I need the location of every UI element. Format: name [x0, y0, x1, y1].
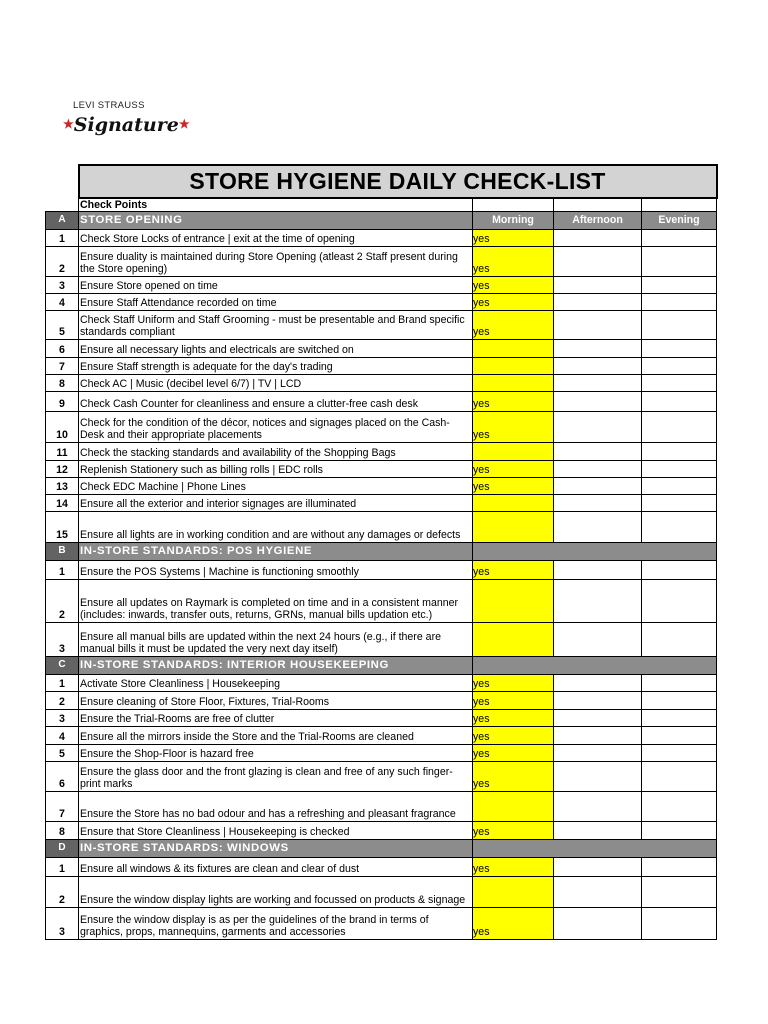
logo-brand-text: LEVI STRAUSS: [73, 100, 145, 111]
item-number: 1: [46, 561, 79, 580]
item-number: 3: [46, 277, 79, 294]
check-point-text: Check Cash Counter for cleanliness and ensure a clutter-free cash desk: [79, 392, 473, 412]
checklist-row: [46, 340, 717, 358]
check-point-text: Ensure the POS Systems | Machine is functioning smoothly: [79, 561, 473, 580]
check-point-text: Ensure all updates on Raymark is completed on time and in a consistent manner (includes: inwards, transfer outs, returns, GRNs, manual bills updation etc.): [79, 580, 473, 623]
item-number: 8: [46, 822, 79, 840]
morning-status-cell[interactable]: yes: [473, 412, 554, 443]
afternoon-status-cell[interactable]: [554, 443, 642, 461]
check-point-text: Check EDC Machine | Phone Lines: [79, 478, 473, 495]
evening-status-cell[interactable]: [642, 375, 717, 392]
evening-status-cell[interactable]: [642, 294, 717, 311]
morning-status-cell[interactable]: yes: [473, 461, 554, 478]
checklist-row: [46, 792, 717, 822]
morning-status-cell[interactable]: yes: [473, 392, 554, 412]
evening-status-cell[interactable]: [642, 358, 717, 375]
evening-status-cell[interactable]: [642, 478, 717, 495]
item-number: 7: [46, 792, 79, 822]
item-number: 6: [46, 762, 79, 792]
checklist-row: [46, 561, 717, 580]
item-number: 4: [46, 294, 79, 311]
section-header-row: [46, 840, 717, 858]
morning-status-cell[interactable]: [473, 443, 554, 461]
checklist-row: [46, 311, 717, 340]
afternoon-status-cell[interactable]: [554, 745, 642, 762]
item-number: 7: [46, 358, 79, 375]
morning-status-cell[interactable]: yes: [473, 822, 554, 840]
checklist-row: [46, 580, 717, 623]
morning-status-cell[interactable]: yes: [473, 710, 554, 727]
checklist-row: [46, 858, 717, 877]
evening-status-cell[interactable]: [642, 692, 717, 710]
logo-signature-text: Signature: [73, 114, 179, 136]
check-point-text: Check for the condition of the décor, notices and signages placed on the Cash-Desk and their appropriate placements: [79, 412, 473, 443]
evening-status-cell[interactable]: [642, 443, 717, 461]
morning-status-cell[interactable]: [473, 512, 554, 543]
afternoon-status-cell[interactable]: [554, 692, 642, 710]
checklist-row: [46, 247, 717, 277]
item-number: 2: [46, 247, 79, 277]
evening-status-cell[interactable]: [642, 858, 717, 877]
evening-status-cell[interactable]: [642, 495, 717, 512]
check-point-text: Ensure all windows & its fixtures are clean and clear of dust: [79, 858, 473, 877]
checklist-table: [45, 164, 718, 940]
afternoon-status-cell[interactable]: [554, 358, 642, 375]
morning-status-cell[interactable]: [473, 495, 554, 512]
checklist-row: [46, 375, 717, 392]
afternoon-status-cell[interactable]: [554, 877, 642, 908]
checklist-row: [46, 230, 717, 247]
evening-status-cell[interactable]: [642, 727, 717, 745]
check-point-text: Check AC | Music (decibel level 6/7) | TV | LCD: [79, 375, 473, 392]
section-letter: C: [46, 657, 79, 675]
checklist-row: [46, 822, 717, 840]
afternoon-status-cell[interactable]: [554, 762, 642, 792]
item-number: 1: [46, 858, 79, 877]
section-header-row: [46, 543, 717, 561]
morning-status-cell[interactable]: [473, 375, 554, 392]
check-point-text: Replenish Stationery such as billing rolls | EDC rolls: [79, 461, 473, 478]
item-number: 8: [46, 375, 79, 392]
item-number: 5: [46, 311, 79, 340]
morning-status-cell[interactable]: yes: [473, 675, 554, 692]
section-letter: A: [46, 212, 79, 230]
checklist-row: [46, 745, 717, 762]
afternoon-status-cell[interactable]: [554, 375, 642, 392]
checklist-row: [46, 623, 717, 657]
check-point-text: Ensure that Store Cleanliness | Housekeeping is checked: [79, 822, 473, 840]
check-point-text: Ensure all the exterior and interior signages are illuminated: [79, 495, 473, 512]
afternoon-status-cell[interactable]: [554, 727, 642, 745]
afternoon-status-cell[interactable]: [554, 495, 642, 512]
morning-status-cell[interactable]: [473, 358, 554, 375]
afternoon-status-cell[interactable]: [554, 392, 642, 412]
evening-status-cell[interactable]: [642, 762, 717, 792]
item-number: 5: [46, 745, 79, 762]
column-header-evening: Evening: [642, 212, 717, 230]
morning-status-cell[interactable]: [473, 792, 554, 822]
afternoon-status-cell[interactable]: [554, 461, 642, 478]
evening-status-cell[interactable]: [642, 230, 717, 247]
morning-status-cell[interactable]: yes: [473, 311, 554, 340]
check-point-text: Ensure cleaning of Store Floor, Fixtures, Trial-Rooms: [79, 692, 473, 710]
title-row: [46, 165, 717, 198]
section-title: IN-STORE STANDARDS: WINDOWS: [79, 840, 473, 858]
evening-status-cell[interactable]: [642, 675, 717, 692]
morning-status-cell[interactable]: yes: [473, 908, 554, 940]
morning-status-cell[interactable]: yes: [473, 247, 554, 277]
section-title: IN-STORE STANDARDS: POS HYGIENE: [79, 543, 473, 561]
item-number: 6: [46, 340, 79, 358]
checklist-row: [46, 277, 717, 294]
morning-status-cell[interactable]: [473, 340, 554, 358]
item-number: 3: [46, 908, 79, 940]
morning-status-cell[interactable]: [473, 580, 554, 623]
morning-status-cell[interactable]: yes: [473, 277, 554, 294]
afternoon-status-cell[interactable]: [554, 675, 642, 692]
morning-status-cell[interactable]: yes: [473, 230, 554, 247]
evening-status-cell[interactable]: [642, 710, 717, 727]
afternoon-status-cell[interactable]: [554, 623, 642, 657]
morning-status-cell[interactable]: yes: [473, 762, 554, 792]
check-point-text: Ensure all manual bills are updated within the next 24 hours (e.g., if there are manual bills it must be updated the very next day itself): [79, 623, 473, 657]
column-header-morning: Morning: [473, 212, 554, 230]
check-point-text: Check the stacking standards and availability of the Shopping Bags: [79, 443, 473, 461]
section-header-row: [46, 657, 717, 675]
checklist-row: [46, 478, 717, 495]
afternoon-status-cell[interactable]: [554, 277, 642, 294]
morning-status-cell[interactable]: yes: [473, 727, 554, 745]
item-number: 11: [46, 443, 79, 461]
checklist-row: [46, 461, 717, 478]
check-point-text: Ensure the Shop-Floor is hazard free: [79, 745, 473, 762]
page-title: STORE HYGIENE DAILY CHECK-LIST: [79, 165, 717, 198]
checklist-row: [46, 294, 717, 311]
check-points-row: [46, 198, 717, 212]
check-point-text: Ensure the Trial-Rooms are free of clutter: [79, 710, 473, 727]
evening-status-cell[interactable]: [642, 340, 717, 358]
check-point-text: Check Store Locks of entrance | exit at the time of opening: [79, 230, 473, 247]
check-point-text: Ensure all the mirrors inside the Store and the Trial-Rooms are cleaned: [79, 727, 473, 745]
afternoon-status-cell[interactable]: [554, 478, 642, 495]
check-point-text: Ensure all necessary lights and electricals are switched on: [79, 340, 473, 358]
checklist-row: [46, 710, 717, 727]
logo-signature: [63, 114, 190, 136]
afternoon-status-cell[interactable]: [554, 822, 642, 840]
checklist-row: [46, 692, 717, 710]
check-points-label: Check Points: [79, 198, 473, 212]
star-icon: ★: [178, 117, 190, 131]
item-number: 15: [46, 512, 79, 543]
evening-status-cell[interactable]: [642, 277, 717, 294]
evening-status-cell[interactable]: [642, 561, 717, 580]
item-number: 1: [46, 230, 79, 247]
evening-status-cell[interactable]: [642, 877, 717, 908]
evening-status-cell[interactable]: [642, 745, 717, 762]
afternoon-status-cell[interactable]: [554, 710, 642, 727]
star-icon: ★: [63, 117, 74, 131]
checklist-row: [46, 358, 717, 375]
check-point-text: Ensure the window display is as per the guidelines of the brand in terms of graphics, props, mannequins, garments and accessories: [79, 908, 473, 940]
afternoon-status-cell[interactable]: [554, 792, 642, 822]
checklist-row: [46, 392, 717, 412]
section-title: STORE OPENING: [79, 212, 473, 230]
check-point-text: Ensure Store opened on time: [79, 277, 473, 294]
evening-status-cell[interactable]: [642, 461, 717, 478]
evening-status-cell[interactable]: [642, 580, 717, 623]
evening-status-cell[interactable]: [642, 822, 717, 840]
morning-status-cell[interactable]: [473, 623, 554, 657]
evening-status-cell[interactable]: [642, 412, 717, 443]
checklist-row: [46, 512, 717, 543]
item-number: 3: [46, 710, 79, 727]
checklist-row: [46, 877, 717, 908]
checklist-row: [46, 762, 717, 792]
item-number: 14: [46, 495, 79, 512]
check-point-text: Ensure duality is maintained during Store Opening (atleast 2 Staff present during the Store opening): [79, 247, 473, 277]
afternoon-status-cell[interactable]: [554, 230, 642, 247]
morning-status-cell[interactable]: yes: [473, 478, 554, 495]
check-point-text: Check Staff Uniform and Staff Grooming - must be presentable and Brand specific standards compliant: [79, 311, 473, 340]
afternoon-status-cell[interactable]: [554, 908, 642, 940]
check-point-text: Ensure all lights are in working condition and are without any damages or defects: [79, 512, 473, 543]
item-number: 3: [46, 623, 79, 657]
morning-status-cell[interactable]: yes: [473, 692, 554, 710]
check-point-text: Ensure the glass door and the front glazing is clean and free of any such finger-print marks: [79, 762, 473, 792]
check-point-text: Activate Store Cleanliness | Housekeeping: [79, 675, 473, 692]
check-point-text: Ensure the window display lights are working and focussed on products & signage: [79, 877, 473, 908]
check-point-text: Ensure the Store has no bad odour and has a refreshing and pleasant fragrance: [79, 792, 473, 822]
item-number: 2: [46, 877, 79, 908]
item-number: 4: [46, 727, 79, 745]
checklist-row: [46, 495, 717, 512]
item-number: 13: [46, 478, 79, 495]
afternoon-status-cell[interactable]: [554, 311, 642, 340]
afternoon-status-cell[interactable]: [554, 340, 642, 358]
checklist-row: [46, 908, 717, 940]
afternoon-status-cell[interactable]: [554, 412, 642, 443]
item-number: 9: [46, 392, 79, 412]
evening-status-cell[interactable]: [642, 623, 717, 657]
morning-status-cell[interactable]: yes: [473, 858, 554, 877]
evening-status-cell[interactable]: [642, 792, 717, 822]
afternoon-status-cell[interactable]: [554, 512, 642, 543]
brand-logo: [49, 95, 190, 159]
afternoon-status-cell[interactable]: [554, 580, 642, 623]
checklist-row: [46, 412, 717, 443]
section-letter: B: [46, 543, 79, 561]
section-title: IN-STORE STANDARDS: INTERIOR HOUSEKEEPING: [79, 657, 473, 675]
afternoon-status-cell[interactable]: [554, 858, 642, 877]
checklist-row: [46, 727, 717, 745]
evening-status-cell[interactable]: [642, 247, 717, 277]
item-number: 2: [46, 580, 79, 623]
afternoon-status-cell[interactable]: [554, 247, 642, 277]
item-number: 10: [46, 412, 79, 443]
check-point-text: Ensure Staff Attendance recorded on time: [79, 294, 473, 311]
morning-status-cell[interactable]: yes: [473, 561, 554, 580]
item-number: 12: [46, 461, 79, 478]
afternoon-status-cell[interactable]: [554, 561, 642, 580]
checklist-row: [46, 443, 717, 461]
morning-status-cell[interactable]: yes: [473, 745, 554, 762]
section-letter: D: [46, 840, 79, 858]
section-header-row: [46, 212, 717, 230]
afternoon-status-cell[interactable]: [554, 294, 642, 311]
column-header-afternoon: Afternoon: [554, 212, 642, 230]
checklist-row: [46, 675, 717, 692]
evening-status-cell[interactable]: [642, 311, 717, 340]
evening-status-cell[interactable]: [642, 392, 717, 412]
check-point-text: Ensure Staff strength is adequate for the day's trading: [79, 358, 473, 375]
item-number: 2: [46, 692, 79, 710]
morning-status-cell[interactable]: yes: [473, 294, 554, 311]
evening-status-cell[interactable]: [642, 908, 717, 940]
item-number: 1: [46, 675, 79, 692]
evening-status-cell[interactable]: [642, 512, 717, 543]
morning-status-cell[interactable]: [473, 877, 554, 908]
